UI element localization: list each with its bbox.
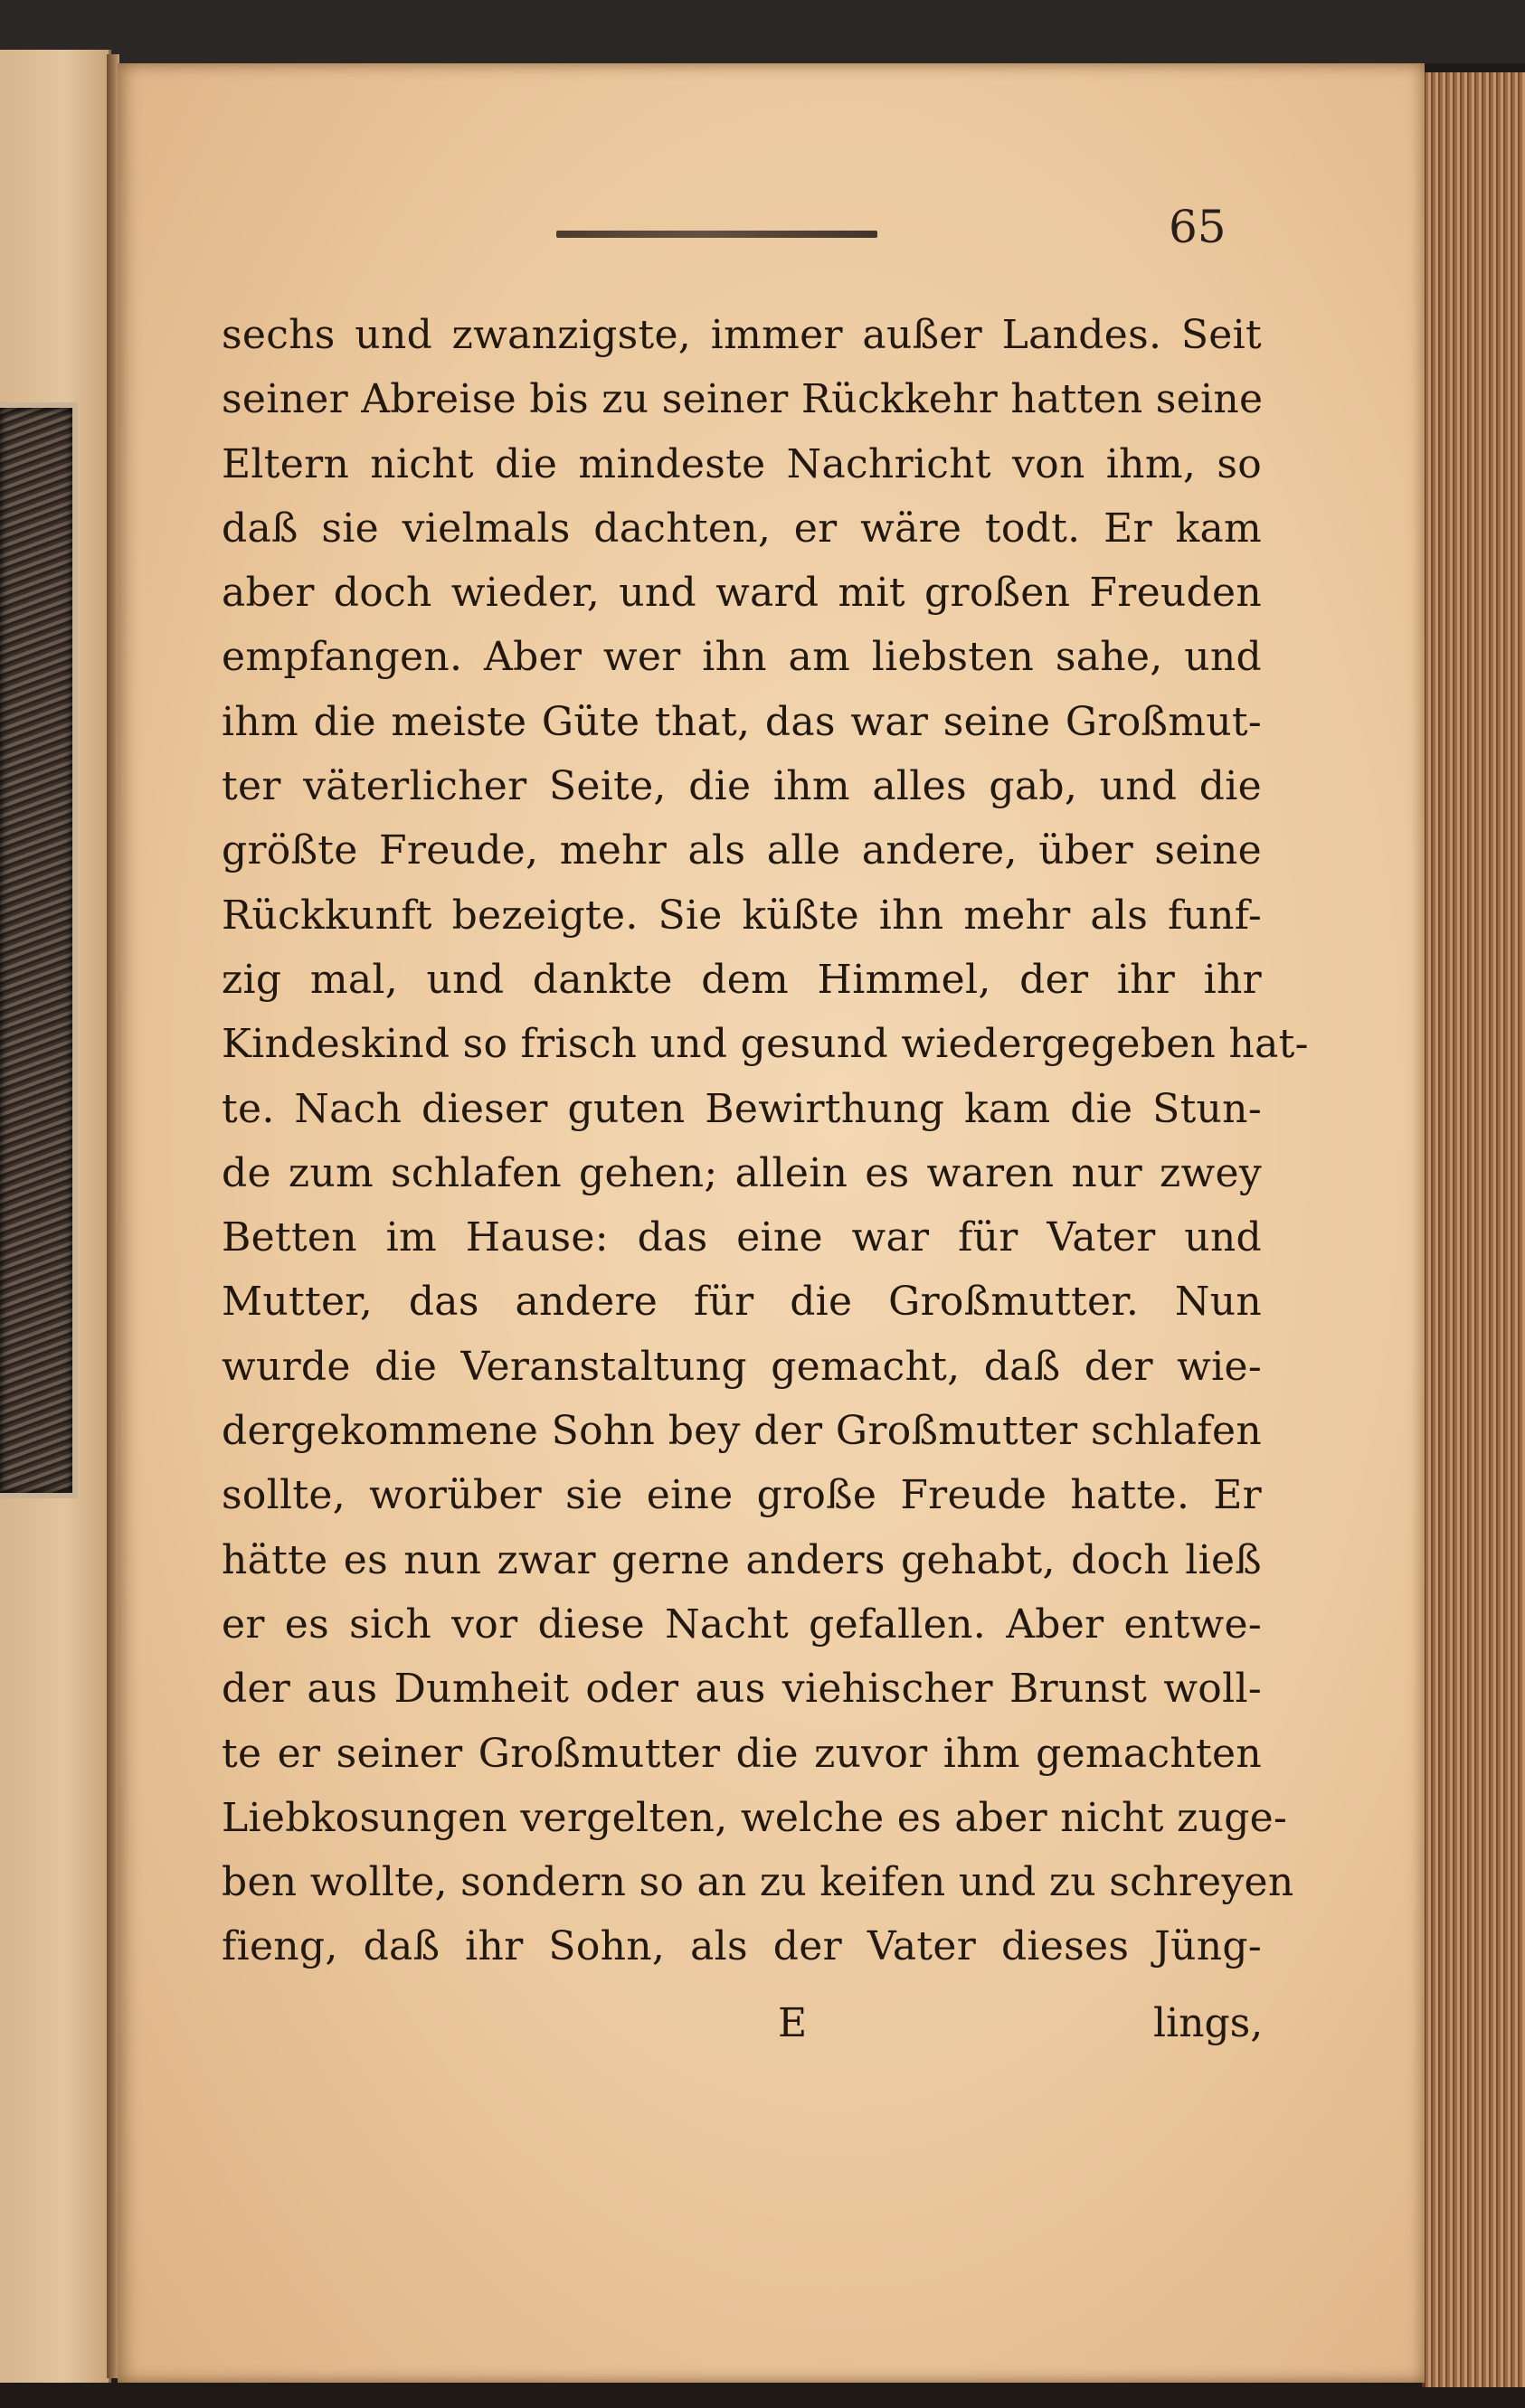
background-strip [0, 0, 1525, 63]
text-line: Rückkunft bezeigte. Sie küßte ihn mehr als funf- [222, 892, 1262, 939]
text-line: Eltern nicht die mindeste Nachricht von ihm, so [222, 440, 1262, 487]
text-line: fieng, daß ihr Sohn, als der Vater dieses Jüng- [222, 1923, 1262, 1970]
text-line: ben wollte, sondern so an zu keifen und zu schreyen [222, 1859, 1294, 1906]
page-number: 65 [1169, 201, 1227, 253]
text-line: Betten im Hause: das eine war für Vater und [222, 1214, 1262, 1261]
text-line: de zum schlafen gehen; allein es waren nur zwey [222, 1149, 1262, 1196]
catchword: lings, [1153, 2000, 1264, 2046]
text-line: te. Nach dieser guten Bewirthung kam die Stun- [222, 1085, 1262, 1132]
text-line: sollte, worüber sie eine große Freude hatte. Er [222, 1472, 1262, 1519]
body-text [222, 303, 1309, 1979]
text-line: seiner Abreise bis zu seiner Rückkehr hatten seine [222, 376, 1264, 423]
text-line: empfangen. Aber wer ihn am liebsten sahe, und [222, 634, 1262, 681]
text-line: er es sich vor diese Nacht gefallen. Aber entwe- [222, 1601, 1262, 1648]
text-line: Kindeskind so frisch und gesund wiedergegeben hat- [222, 1021, 1309, 1068]
signature-mark: E [778, 2000, 808, 2046]
text-line: Liebkosungen vergelten, welche es aber nicht zuge- [222, 1794, 1288, 1841]
text-line: wurde die Veranstaltung gemacht, daß der wie- [222, 1343, 1262, 1390]
facing-page [0, 50, 111, 2383]
text-line: sechs und zwanzigste, immer außer Landes. Seit [222, 312, 1262, 358]
page-edges [1422, 72, 1525, 2387]
text-line: te er seiner Großmutter die zuvor ihm gemachten [222, 1730, 1262, 1777]
text-line: Mutter, das andere für die Großmutter. Nun [222, 1279, 1262, 1326]
text-line: dergekommene Sohn bey der Großmutter schlafen [222, 1408, 1262, 1455]
text-line: aber doch wieder, und ward mit großen Freuden [222, 570, 1262, 617]
text-line: zig mal, und dankte dem Himmel, der ihr ihr [222, 956, 1262, 1003]
text-line: der aus Dumheit oder aus viehischer Brunst woll- [222, 1666, 1262, 1713]
text-line: hätte es nun zwar gerne anders gehabt, doch ließ [222, 1536, 1262, 1583]
header-rule [556, 231, 877, 238]
text-line: größte Freude, mehr als alle andere, über seine [222, 827, 1262, 874]
text-line: ihm die meiste Güte that, das war seine Großmut- [222, 698, 1262, 745]
engraving-illustration [0, 402, 78, 1498]
text-line: daß sie vielmals dachten, er wäre todt. Er kam [222, 505, 1262, 552]
text-line: ter väterlicher Seite, die ihm alles gab, und die [222, 763, 1262, 810]
